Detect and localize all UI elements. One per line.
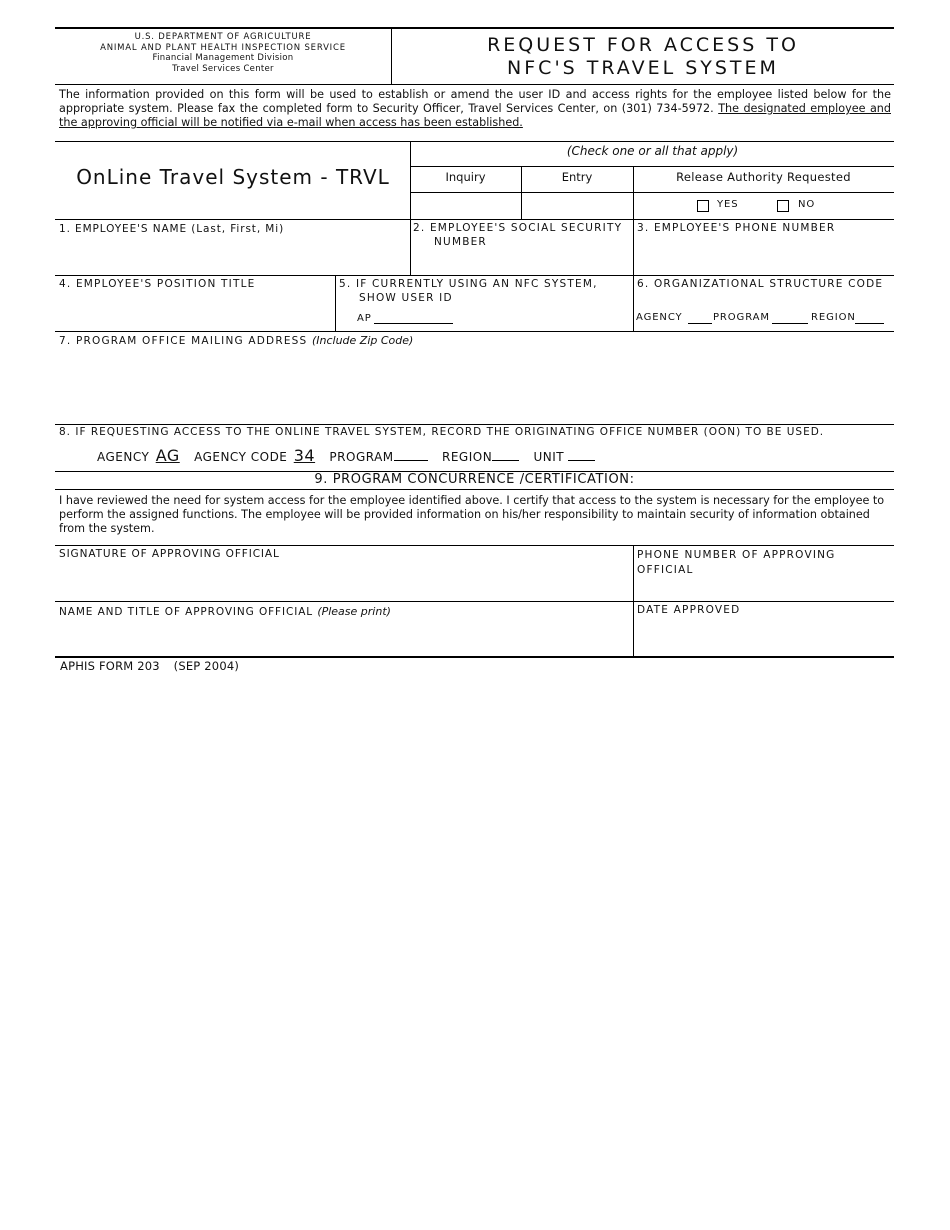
intro-paragraph [59, 88, 891, 130]
agency-line-2: ANIMAL AND PLANT HEALTH INSPECTION SERVICE [100, 42, 346, 53]
bottom-border [55, 656, 894, 658]
field-ssn: 2. EMPLOYEE'S SOCIAL SECURITY [413, 222, 623, 234]
approver-phone-label: PHONE NUMBER OF APPROVING [637, 549, 836, 561]
cert-heading: 9. PROGRAM CONCURRENCE /CERTIFICATION: [314, 472, 635, 487]
no-checkbox[interactable] [777, 200, 789, 212]
sig-row-top-border [55, 545, 894, 546]
agency-line-3: Financial Management Division [152, 53, 294, 63]
oon-agency-value: AG [155, 446, 180, 465]
system-top-border [55, 141, 894, 142]
field-nfc-user-id: 5. IF CURRENTLY USING AN NFC SYSTEM, [339, 278, 598, 290]
oon-agency-code-label: AGENCY CODE [194, 450, 288, 464]
name-title-note: (Please print) [317, 605, 391, 618]
name-title-field [59, 605, 391, 618]
field-mailing-address-label: 7. PROGRAM OFFICE MAILING ADDRESS [59, 335, 308, 347]
ap-input[interactable] [374, 313, 453, 324]
header-bottom-border [55, 84, 894, 85]
field-org-structure-code: 6. ORGANIZATIONAL STRUCTURE CODE [637, 278, 884, 290]
field-ssn-2: NUMBER [434, 236, 487, 248]
field-mailing-address-note: (Include Zip Code) [311, 334, 414, 347]
form-title-line-2: NFC'S TRAVEL SYSTEM [507, 57, 779, 79]
oon-unit-input[interactable] [568, 450, 595, 461]
field-oon: 8. IF REQUESTING ACCESS TO THE ONLINE TRAVEL SYSTEM, RECORD THE ORIGINATING OFFICE NUMBER (OON) TO BE USED. [59, 426, 825, 438]
form-footer [60, 659, 239, 673]
check-note: (Check one or all that apply) [566, 144, 739, 158]
row3-top-border [55, 331, 894, 332]
oon-unit-label: UNIT [533, 450, 565, 464]
system-divider [410, 141, 411, 275]
intro-text: The information provided on this form will be used to establish or amend the user ID and access rights for the employee listed below for the appropriate system. Please fax the completed form to Security Officer, Travel Services Center, on (301) 734-5972. [59, 88, 891, 115]
form-title-line-1: REQUEST FOR ACCESS TO [487, 34, 799, 56]
agency-block [56, 32, 390, 74]
oon-line [97, 446, 595, 465]
row2-top-border [55, 275, 894, 276]
check-row-line [410, 192, 894, 193]
intro-notice: The designated employee and the approving official will be notified via e-mail when access has been established. [59, 102, 891, 129]
system-name: OnLine Travel System - TRVL [76, 165, 390, 189]
col-inquiry: Inquiry [445, 170, 486, 184]
cert-heading-bottom-border [55, 489, 894, 490]
row4-top-border [55, 424, 894, 425]
check-header-line [410, 166, 894, 167]
col-divider-2 [633, 166, 634, 331]
top-border [55, 27, 894, 29]
field-position-title: 4. EMPLOYEE'S POSITION TITLE [59, 278, 256, 290]
approver-phone-label-2: OFFICIAL [637, 564, 694, 576]
oon-region-input[interactable] [492, 450, 519, 461]
date-approved-label: DATE APPROVED [637, 604, 741, 616]
name-title-label: NAME AND TITLE OF APPROVING OFFICIAL [59, 606, 314, 618]
org-agency-label: AGENCY [636, 312, 683, 323]
org-program-label: PROGRAM [713, 312, 770, 323]
org-region-input[interactable] [855, 313, 884, 324]
cert-text: I have reviewed the need for system access for the employee identified above. I certify that access to the system is necessary for the employee to perform the assigned functions. The employee will be provided information on his/her responsibility to maintain security of information obtained from the system. [59, 494, 885, 535]
org-agency-input[interactable] [688, 313, 712, 324]
no-label: NO [798, 199, 816, 210]
row2-divider-1 [335, 275, 336, 331]
field-mailing-address [59, 334, 413, 347]
oon-program-input[interactable] [394, 450, 428, 461]
col-entry: Entry [561, 170, 593, 184]
oon-program-label: PROGRAM [329, 450, 394, 464]
org-program-input[interactable] [772, 313, 808, 324]
oon-agency-label: AGENCY [97, 450, 150, 464]
yes-checkbox[interactable] [697, 200, 709, 212]
ap-label: AP [357, 313, 372, 324]
org-region-label: REGION [811, 312, 856, 323]
field-employee-phone: 3. EMPLOYEE'S PHONE NUMBER [637, 222, 836, 234]
form-id: APHIS FORM 203 [60, 659, 160, 673]
field-nfc-user-id-2: SHOW USER ID [359, 292, 453, 304]
form-title [392, 34, 894, 80]
oon-region-label: REGION [441, 450, 493, 464]
form-date: (SEP 2004) [173, 659, 240, 673]
name-row-top-border [55, 601, 894, 602]
signature-label: SIGNATURE OF APPROVING OFFICIAL [59, 548, 280, 560]
col-release-authority: Release Authority Requested [676, 170, 851, 184]
yes-label: YES [717, 199, 739, 210]
row1-top-border [55, 219, 894, 220]
field-employee-name: 1. EMPLOYEE'S NAME (Last, First, Mi) [59, 223, 285, 235]
oon-agency-code-value: 34 [293, 446, 316, 465]
agency-line-1: U.S. DEPARTMENT OF AGRICULTURE [134, 32, 312, 42]
agency-line-4: Travel Services Center [172, 63, 274, 74]
